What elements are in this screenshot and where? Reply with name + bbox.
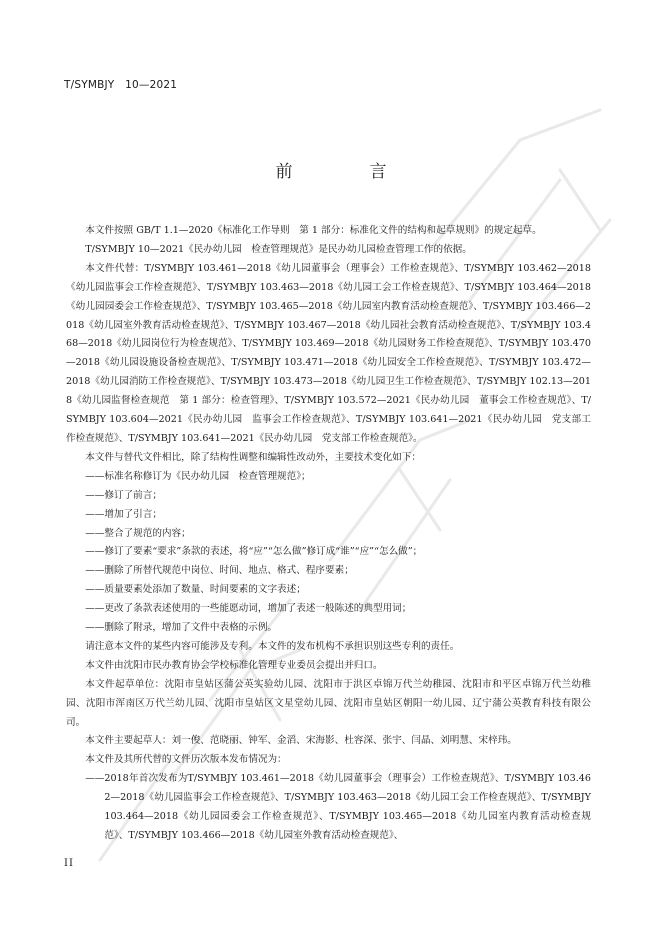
change-item: ——删除了所替代规范中岗位、时间、地点、格式、程序要素；: [85, 565, 354, 577]
change-item: ——更改了条款表述使用的一些能愿动词，增加了表述一般陈述的典型用词；: [85, 603, 412, 615]
paragraph-changes-intro: 本文件与替代文件相比，除了结构性调整和编辑性改动外，主要技术变化如下：: [85, 451, 421, 463]
paragraph-drafters: 本文件主要起草人：刘一俊、范晓丽、钟军、金滔、宋海影、杜容深、张宇、闫晶、刘明慧、宋梓玮。: [85, 735, 517, 747]
page-number: II: [64, 858, 74, 869]
change-item: ——增加了引言；: [85, 508, 162, 520]
history-item: ——2018年首次发布为T/SYMBJY 103.461—2018《幼儿园董事会（理事会）工作检查规范》、T/SYMBJY 103.462—2018《幼儿园监事会工作检查规范》、T/SYMBJY 103.463—2018《幼儿园工会工作检查规范》、T/SYMBJY 103.464—2018《幼儿园园委会工作检查规范》、T/SYMBJY 103.465—2018《幼儿园室内教育活动检查规范》、T/SYMBJY 103.466—2018《幼儿园室外教育活动检查规范》、: [85, 773, 591, 841]
standard-code: T/SYMBJY 10—2021: [64, 79, 178, 91]
change-item: ——删除了附录，增加了文件中表格的示例。: [85, 622, 278, 634]
page-title: 前 言: [275, 162, 417, 182]
change-item: ——整合了规范的内容；: [85, 527, 191, 539]
foreword-body: [66, 222, 591, 846]
paragraph-patent-notice: 请注意本文件的某些内容可能涉及专利。本文件的发布机构不承担识别这些专利的责任。: [85, 640, 460, 652]
change-item: ——修订了要素“要求”条款的表述，将“应”“怎么做”修订成“谁”“应”“怎么做”；: [85, 546, 423, 558]
paragraph-history-intro: 本文件及其所代替的文件历次版本发布情况为：: [85, 754, 287, 766]
change-item: ——标准名称修订为《民办幼儿园 检查管理规范》；: [85, 470, 311, 482]
paragraph-drafting-rules: 本文件按照 GB/T 1.1—2020《标准化工作导则 第 1 部分：标准化文件的结构和起草规则》的规定起草。: [85, 225, 542, 236]
paragraph-proposer: 本文件由沈阳市民办教育协会学校标准化管理专业委员会提出并归口。: [85, 659, 383, 671]
paragraph-replaces: 本文件代替：T/SYMBJY 103.461—2018《幼儿园董事会（理事会）工作检查规范》、T/SYMBJY 103.462—2018《幼儿园监事会工作检查规范》、T/SYMBJY 103.463—2018《幼儿园工会工作检查规范》、T/SYMBJY 103.464—2018《幼儿园园委会工作检查规范》、T/SYMBJY 103.465—2018《幼儿园室内教育活动检查规范》、T/SYMBJY 103.466—2018《幼儿园室外教育活动检查规范》、T/SYMBJY 103.467—2018《幼儿园社会教育活动检查规范》、T/SYMBJY 103.468—2018《幼儿园岗位行为检查规范》、T/SYMBJY 103.469—2018《幼儿园财务工作检查规范》、T/SYMBJY 103.470—2018《幼儿园设施设备检查规范》、T/SYMBJY 103.471—2018《幼儿园安全工作检查规范》、T/SYMBJY 103.472—2018《幼儿园消防工作检查规范》、T/SYMBJY 103.473—2018《幼儿园卫生工作检查规范》、T/SYMBJY 102.13—2018《幼儿园监督检查规范 第 1 部分：检查管理》、T/SYMBJY 103.572—2021《民办幼儿园 董事会工作检查规范》、T/SYMBJY 103.604—2021《民办幼儿园 监事会工作检查规范》、T/SYMBJY 103.641—2021《民办幼儿园 党支部工作检查规范》、T/SYMBJY 103.641—2021《民办幼儿园 党支部工作检查规范》。: [66, 262, 591, 444]
paragraph-basis: T/SYMBJY 10—2021《民办幼儿园 检查管理规范》是民办幼儿园检查管理工作的依据。: [85, 243, 472, 255]
change-item: ——质量要素处添加了数量、时间要素的文字表述；: [85, 584, 306, 596]
change-item: ——修订了前言；: [85, 489, 162, 501]
paragraph-drafting-units: 本文件起草单位：沈阳市皇姑区蒲公英实验幼儿园、沈阳市于洪区卓锦万代兰幼稚园、沈阳市和平区卓锦万代兰幼稚园、沈阳市浑南区万代兰幼儿园、沈阳市皇姑区文星堂幼儿园、沈阳市皇姑区朝阳一幼儿园、辽宁蒲公英教育科技有限公司。: [66, 678, 591, 728]
